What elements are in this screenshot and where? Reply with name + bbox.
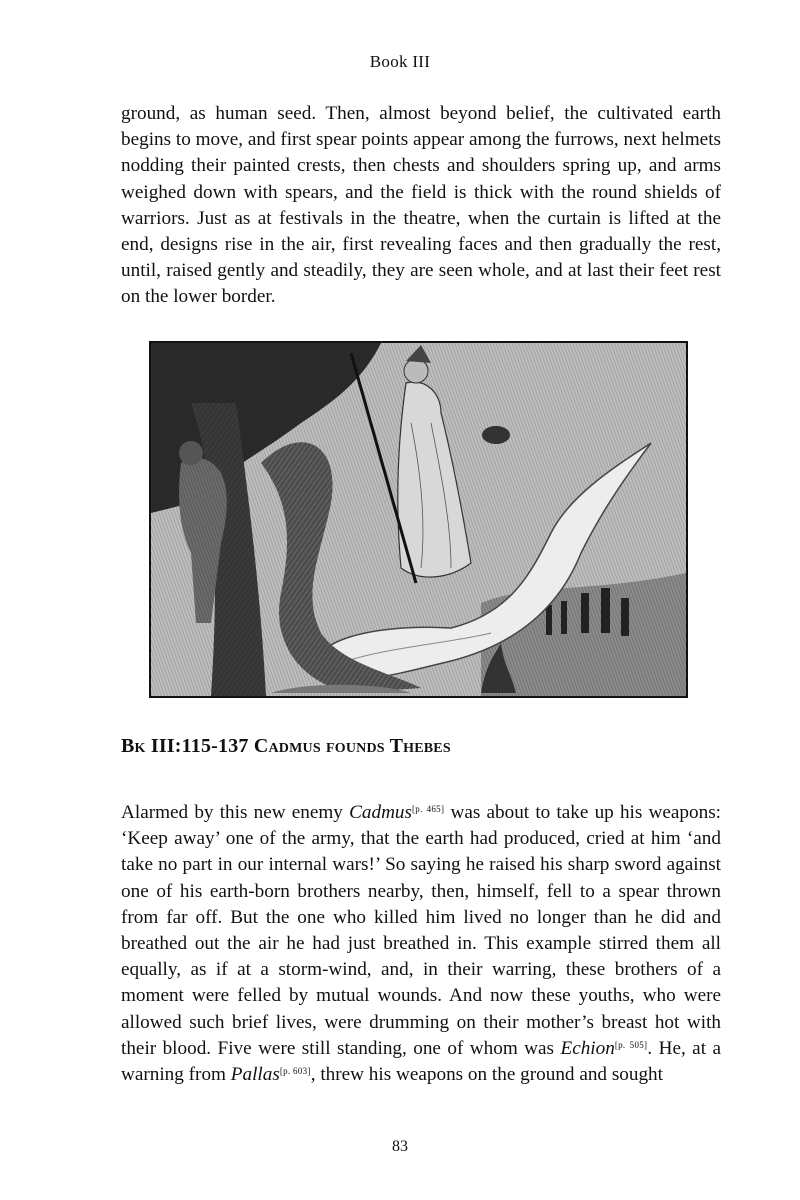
section-heading-prefix: Bk — [121, 735, 146, 757]
page-reference-3: [p. 603] — [279, 1066, 311, 1077]
section-heading-range: III:115-137 — [150, 735, 249, 757]
paragraph-2-text-3: . He, at a warning from — [121, 1037, 721, 1086]
page-reference-2: [p. 505] — [614, 1039, 648, 1050]
name-pallas: Pallas — [230, 1064, 280, 1086]
name-cadmus: Cadmus — [349, 802, 412, 823]
paragraph-2-text-2: was about to take up his weapons: ‘Keep away’ one of the army, that the earth had produced, cried at him ‘and take no part in our internal wars!’ So saying he raised his sharp sword against one of his earth-born brothers nearby, then, himself, fell to a spear thrown from far off. But the one who killed him lived no longer than he did and breathed out the air he had just breathed in. This example stirred them all equally, as if at a storm-wind, and, in their warring, these brothers of a moment were felled by mutual wounds. And now these youths, who were allowed such brief lives, were drumming on their mother’s breast hot with their blood. Five were still standing, one of whom was — [121, 802, 721, 1059]
engraving-illustration — [149, 341, 688, 698]
page-number: 83 — [392, 1138, 408, 1155]
section-heading-title: Cadmus founds Thebes — [253, 735, 451, 757]
running-head: Book III — [369, 52, 431, 71]
page-reference-1: [p. 465] — [412, 804, 445, 814]
paragraph-2-text-4: , threw his weapons on the ground and sought — [310, 1064, 663, 1086]
body-paragraph-1: ground, as human seed. Then, almost beyond belief, the cultivated earth begins to move, and first spear points appear among the furrows, next helmets nodding their painted crests, then chests and shoulders spring up, and arms weighed down with spears, and the field is thick with the round shields of warriors. Just as at festivals in the theatre, when the curtain is lifted at the end, designs rise in the air, first revealing faces and then gradually the rest, until, raised gently and steadily, they are seen whole, and at last their feet rest on the lower border. — [121, 103, 721, 308]
section-heading — [121, 735, 451, 758]
body-paragraph-2 — [121, 800, 721, 1088]
paragraph-2-text-1: Alarmed by this new enemy — [121, 802, 350, 823]
name-echion: Echion — [560, 1037, 615, 1059]
